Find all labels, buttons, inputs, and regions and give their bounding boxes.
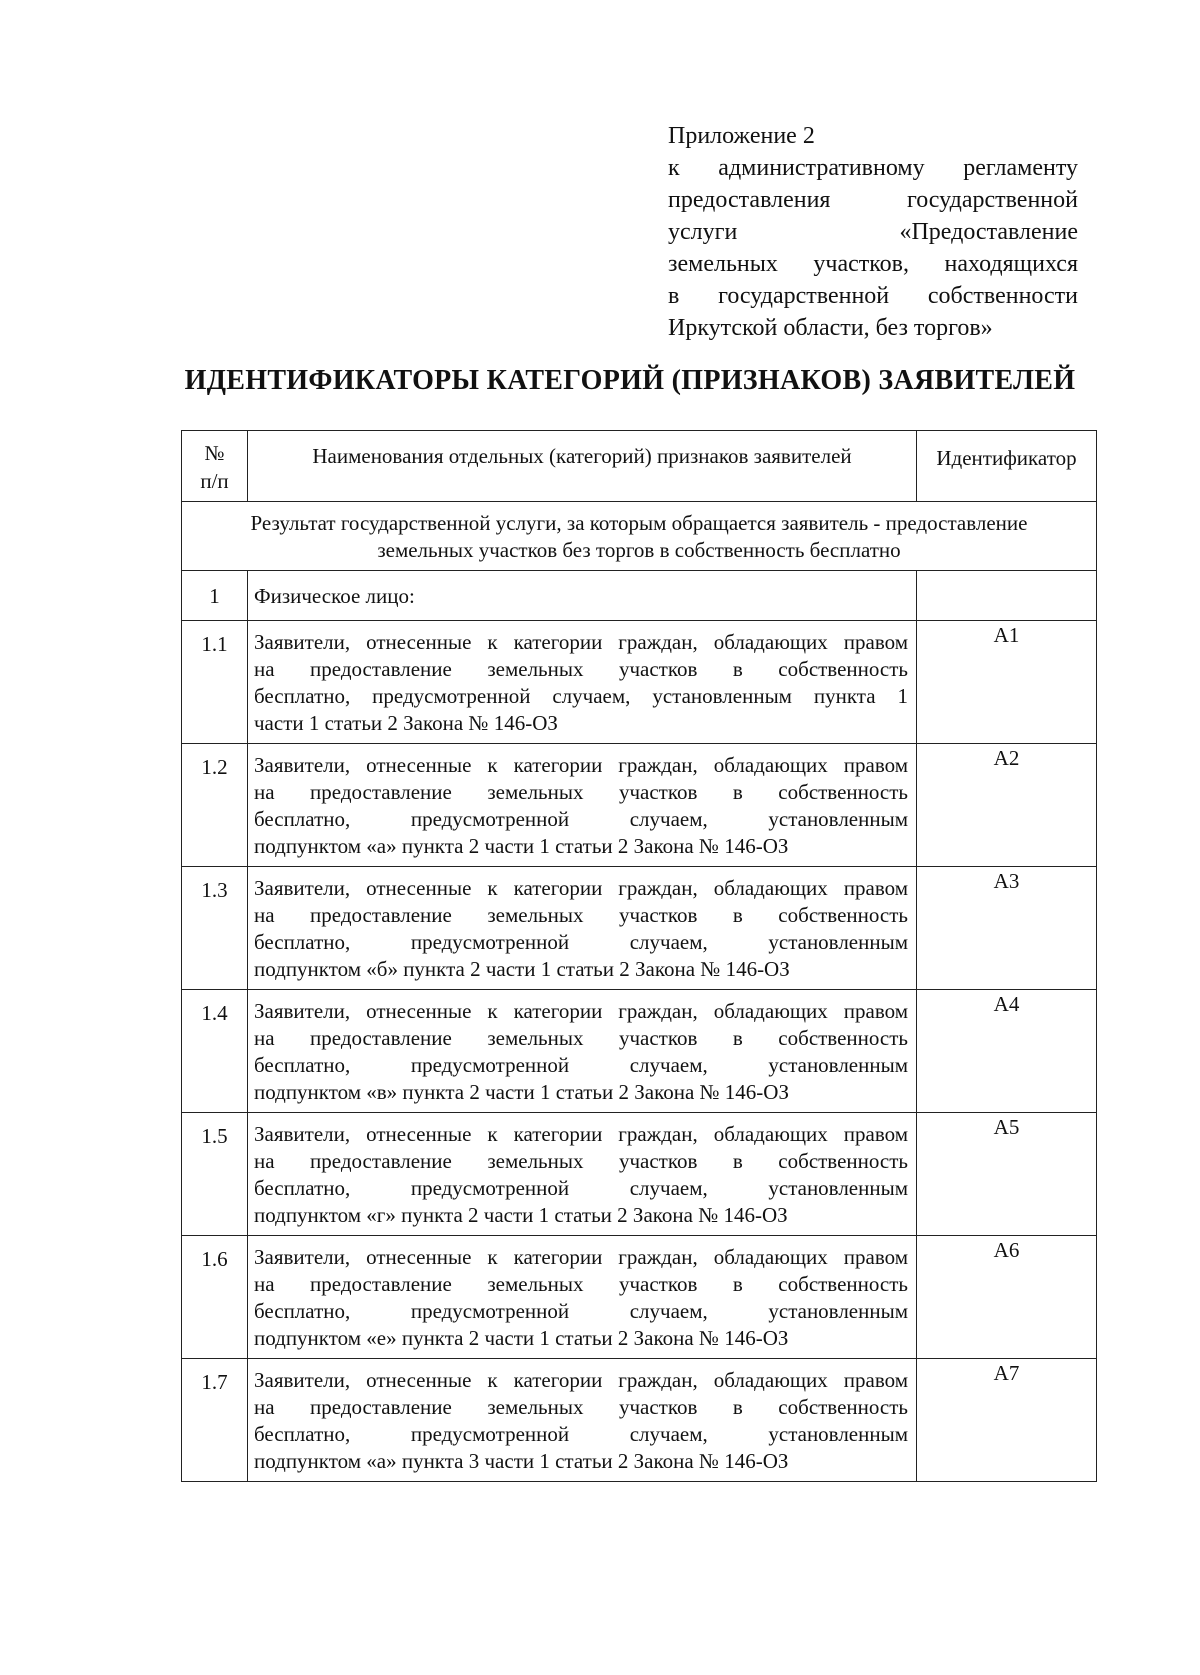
row-name [248,867,917,990]
appendix-line: земельных участков, находящихся [668,251,1078,277]
row-name-line: Заявители, отнесенные к категории граждан, обладающих правом [254,630,908,654]
table-row [182,990,1097,1113]
group-row [182,571,1097,621]
row-name [248,1359,917,1482]
row-name [248,744,917,867]
row-name-line: бесплатно, предусмотренной случаем, установленным пункта 1 [254,684,908,708]
row-num: 1.5 [182,1113,248,1236]
row-name-line: на предоставление земельных участков в собственность [254,1149,908,1173]
row-name-line: на предоставление земельных участков в собственность [254,903,908,927]
row-name [248,1113,917,1236]
table-row [182,1359,1097,1482]
row-identifier: А3 [917,867,1097,990]
table-row [182,744,1097,867]
section-line: земельных участков без торгов в собственность бесплатно [377,538,901,562]
row-num: 1.2 [182,744,248,867]
row-name-line: бесплатно, предусмотренной случаем, установленным [254,1176,908,1200]
header-num [182,431,248,502]
table-row [182,1236,1097,1359]
table-row [182,621,1097,744]
row-num: 1.6 [182,1236,248,1359]
section-row [182,502,1097,571]
row-num: 1.3 [182,867,248,990]
group-name: Физическое лицо: [248,571,917,621]
section-cell [182,502,1097,571]
row-identifier: А6 [917,1236,1097,1359]
row-identifier: А4 [917,990,1097,1113]
row-name-line: Заявители, отнесенные к категории граждан, обладающих правом [254,1368,908,1392]
row-name-line: на предоставление земельных участков в собственность [254,1026,908,1050]
row-name-line: на предоставление земельных участков в собственность [254,1395,908,1419]
row-identifier: А2 [917,744,1097,867]
row-name-line: бесплатно, предусмотренной случаем, установленным [254,1422,908,1446]
header-num-line2: п/п [200,469,229,493]
appendix-line: предоставления государственной [668,187,1078,213]
row-name-line: Заявители, отнесенные к категории граждан, обладающих правом [254,753,908,777]
row-name-line: Заявители, отнесенные к категории граждан, обладающих правом [254,876,908,900]
row-identifier: А1 [917,621,1097,744]
row-name-line: Заявители, отнесенные к категории граждан, обладающих правом [254,999,908,1023]
row-name [248,621,917,744]
table-header-row [182,431,1097,502]
row-name-line: подпунктом «а» пункта 2 части 1 статьи 2 Закона № 146-ОЗ [254,834,789,858]
header-identifier: Идентификатор [917,431,1097,502]
row-name-line: на предоставление земельных участков в собственность [254,780,908,804]
header-name: Наименования отдельных (категорий) признаков заявителей [248,431,917,502]
appendix-line: Иркутской области, без торгов» [668,315,993,341]
row-name-line: бесплатно, предусмотренной случаем, установленным [254,1053,908,1077]
row-name-line: бесплатно, предусмотренной случаем, установленным [254,930,908,954]
row-identifier: А7 [917,1359,1097,1482]
appendix-line: услуги «Предоставление [668,219,1078,245]
appendix-line: в государственной собственности [668,283,1078,309]
row-name-line: Заявители, отнесенные к категории граждан, обладающих правом [254,1122,908,1146]
identifiers-table [181,430,1097,1482]
row-name-line: на предоставление земельных участков в собственность [254,657,908,681]
group-identifier [917,571,1097,621]
row-name-line: подпунктом «а» пункта 3 части 1 статьи 2 Закона № 146-ОЗ [254,1449,789,1473]
group-num: 1 [182,571,248,621]
appendix-line: к административному регламенту [668,155,1078,181]
row-name-line: подпунктом «г» пункта 2 части 1 статьи 2 Закона № 146-ОЗ [254,1203,788,1227]
row-name [248,1236,917,1359]
appendix-line: Приложение 2 [668,123,815,149]
header-num-line1: № [204,441,225,465]
row-name-line: подпунктом «в» пункта 2 части 1 статьи 2 Закона № 146-ОЗ [254,1080,789,1104]
row-name-line: подпунктом «е» пункта 2 части 1 статьи 2 Закона № 146-ОЗ [254,1326,789,1350]
row-name-line: бесплатно, предусмотренной случаем, установленным [254,807,908,831]
appendix-header [668,120,1078,344]
row-identifier: А5 [917,1113,1097,1236]
row-num: 1.7 [182,1359,248,1482]
row-name [248,990,917,1113]
table-row [182,1113,1097,1236]
row-name-line: подпунктом «б» пункта 2 части 1 статьи 2 Закона № 146-ОЗ [254,957,790,981]
table-row [182,867,1097,990]
row-name-line: бесплатно, предусмотренной случаем, установленным [254,1299,908,1323]
row-name-line: части 1 статьи 2 Закона № 146-ОЗ [254,711,558,735]
row-num: 1.1 [182,621,248,744]
section-line: Результат государственной услуги, за которым обращается заявитель - предоставление [250,511,1028,535]
document-title: ИДЕНТИФИКАТОРЫ КАТЕГОРИЙ (ПРИЗНАКОВ) ЗАЯВИТЕЛЕЙ [184,365,1076,396]
row-num: 1.4 [182,990,248,1113]
row-name-line: Заявители, отнесенные к категории граждан, обладающих правом [254,1245,908,1269]
row-name-line: на предоставление земельных участков в собственность [254,1272,908,1296]
